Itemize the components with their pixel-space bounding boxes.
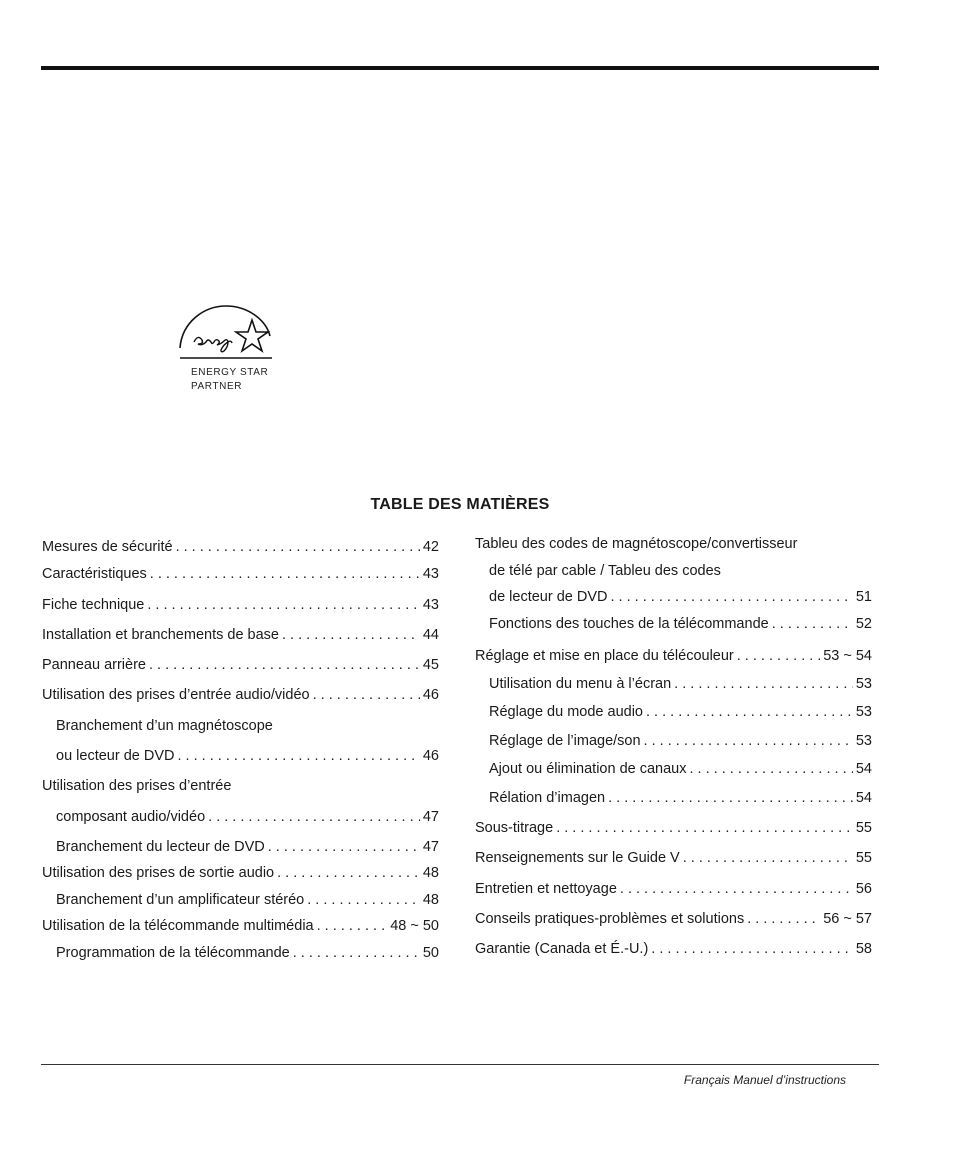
toc-leader-dots: [268, 839, 420, 855]
toc-entry-label: ou lecteur de DVD: [56, 748, 175, 764]
toc-entry-page: 58: [855, 941, 872, 957]
toc-leader-dots: [293, 945, 420, 961]
energy-star-caption: [191, 366, 268, 394]
toc-entry-label: Branchement d’un magnétoscope: [56, 718, 273, 734]
toc-entry-page: 48: [422, 892, 439, 908]
toc-entry-label: Ajout ou élimination de canaux: [489, 761, 687, 777]
bottom-rule: [41, 1064, 879, 1065]
toc-entry: [489, 790, 872, 810]
top-rule: [41, 66, 879, 70]
toc-leader-dots: [150, 566, 420, 582]
toc-entry-page: 43: [422, 597, 439, 613]
toc-entry-label: de lecteur de DVD: [489, 589, 608, 605]
toc-entry: [56, 748, 439, 768]
toc-entry-page: 47: [422, 809, 439, 825]
toc-entry: [475, 820, 872, 840]
toc-entry-label: Garantie (Canada et É.-U.): [475, 941, 649, 957]
toc-entry: [489, 589, 872, 609]
toc-entry-label: Utilisation du menu à l’écran: [489, 676, 672, 692]
toc-entry-label: Utilisation des prises d’entrée audio/vidéo: [42, 687, 310, 703]
toc-entry: [42, 597, 439, 617]
toc-leader-dots: [307, 892, 420, 908]
toc-leader-dots: [646, 704, 853, 720]
toc-entry-page: 45: [422, 657, 439, 673]
toc-entry: [475, 648, 872, 668]
energy-star-line2: PARTNER: [191, 381, 243, 392]
toc-entry-label: composant audio/vidéo: [56, 809, 206, 825]
toc-entry: [56, 892, 439, 912]
toc-entry: [42, 687, 439, 707]
toc-entry-label: Réglage du mode audio: [489, 704, 643, 720]
toc-entry-page: 54: [855, 790, 872, 806]
toc-leader-dots: [177, 748, 419, 764]
toc-entry-label: Réglage et mise en place du télécouleur: [475, 648, 734, 664]
toc-leader-dots: [690, 761, 853, 777]
toc-entry-page: 53: [855, 704, 872, 720]
toc-leader-dots: [683, 850, 853, 866]
toc-entry: [489, 733, 872, 753]
toc-entry-label: Caractéristiques: [42, 566, 147, 582]
toc-entry-page: 42: [422, 539, 439, 555]
toc-entry: [42, 539, 439, 559]
toc-leader-dots: [644, 733, 853, 749]
toc-leader-dots: [277, 865, 420, 881]
toc-entry-page: 53 ~ 54: [823, 648, 872, 664]
toc-entry: [475, 536, 797, 556]
toc-entry-page: 50: [422, 945, 439, 961]
toc-entry-label: Branchement d’un amplificateur stéréo: [56, 892, 305, 908]
toc-entry-page: 55: [855, 820, 872, 836]
toc-entry-label: Conseils pratiques-problèmes et solutions: [475, 911, 745, 927]
toc-entry-page: 46: [422, 687, 439, 703]
energy-star-icon: [174, 302, 274, 364]
toc-entry: [489, 704, 872, 724]
toc-leader-dots: [313, 687, 420, 703]
toc-entry-page: 48 ~ 50: [390, 918, 439, 934]
toc-entry: [475, 881, 872, 901]
toc-entry-label: Utilisation des prises de sortie audio: [42, 865, 275, 881]
toc-entry-page: 51: [855, 589, 872, 605]
toc-entry-page: 54: [855, 761, 872, 777]
toc-entry-label: Fiche technique: [42, 597, 145, 613]
toc-entry-label: Réglage de l’image/son: [489, 733, 641, 749]
toc-title: TABLE DES MATIÈRES: [370, 496, 550, 513]
toc-entry: [489, 761, 872, 781]
toc-leader-dots: [620, 881, 853, 897]
toc-entry-label: Installation et branchements de base: [42, 627, 279, 643]
toc-leader-dots: [149, 657, 420, 673]
toc-leader-dots: [556, 820, 853, 836]
toc-entry: [489, 616, 872, 636]
footer-text: Français Manuel d’instructions: [683, 1073, 846, 1087]
toc-leader-dots: [176, 539, 420, 555]
toc-entry: [475, 850, 872, 870]
toc-entry-label: Utilisation des prises d’entrée: [42, 778, 232, 794]
toc-entry-page: 44: [422, 627, 439, 643]
toc-leader-dots: [317, 918, 388, 934]
toc-entry-label: Tableu des codes de magnétoscope/convertisseur: [475, 536, 798, 552]
toc-entry: [42, 918, 439, 938]
toc-leader-dots: [772, 616, 853, 632]
toc-entry-page: 43: [422, 566, 439, 582]
toc-entry-label: Renseignements sur le Guide V: [475, 850, 680, 866]
toc-entry-page: 56 ~ 57: [823, 911, 872, 927]
energy-star-line1: ENERGY STAR: [191, 367, 269, 378]
toc-entry-label: Entretien et nettoyage: [475, 881, 617, 897]
toc-leader-dots: [610, 589, 852, 605]
toc-leader-dots: [282, 627, 420, 643]
toc-entry-label: Programmation de la télécommande: [56, 945, 290, 961]
toc-entry-page: 46: [422, 748, 439, 764]
toc-entry: [56, 839, 439, 859]
toc-entry: [42, 627, 439, 647]
toc-entry-page: 55: [855, 850, 872, 866]
toc-entry-label: Panneau arrière: [42, 657, 146, 673]
toc-entry-label: Fonctions des touches de la télécommande: [489, 616, 769, 632]
toc-entry: [42, 865, 439, 885]
toc-leader-dots: [674, 676, 853, 692]
toc-entry: [56, 945, 439, 965]
toc-entry-label: Branchement du lecteur de DVD: [56, 839, 265, 855]
toc-entry: [56, 718, 273, 738]
toc-leader-dots: [608, 790, 853, 806]
toc-entry: [42, 657, 439, 677]
toc-entry-page: 53: [855, 733, 872, 749]
toc-entry-page: 53: [855, 676, 872, 692]
toc-leader-dots: [747, 911, 820, 927]
toc-entry-label: Sous-titrage: [475, 820, 554, 836]
toc-entry-label: Utilisation de la télécommande multimédia: [42, 918, 314, 934]
toc-entry: [489, 563, 721, 583]
toc-entry-label: Mesures de sécurité: [42, 539, 173, 555]
toc-entry: [489, 676, 872, 696]
toc-entry-page: 47: [422, 839, 439, 855]
toc-entry: [42, 566, 439, 586]
toc-leader-dots: [208, 809, 420, 825]
toc-leader-dots: [651, 941, 853, 957]
energy-star-logo: [174, 302, 284, 397]
toc-entry: [475, 941, 872, 961]
toc-entry-page: 56: [855, 881, 872, 897]
toc-entry-page: 52: [855, 616, 872, 632]
toc-leader-dots: [737, 648, 820, 664]
toc-entry-label: de télé par cable / Tableu des codes: [489, 563, 721, 579]
toc-leader-dots: [147, 597, 419, 613]
toc-entry: [475, 911, 872, 931]
toc-entry: [42, 778, 231, 798]
toc-entry-page: 48: [422, 865, 439, 881]
toc-entry: [56, 809, 439, 829]
toc-entry-label: Rélation d’imagen: [489, 790, 606, 806]
